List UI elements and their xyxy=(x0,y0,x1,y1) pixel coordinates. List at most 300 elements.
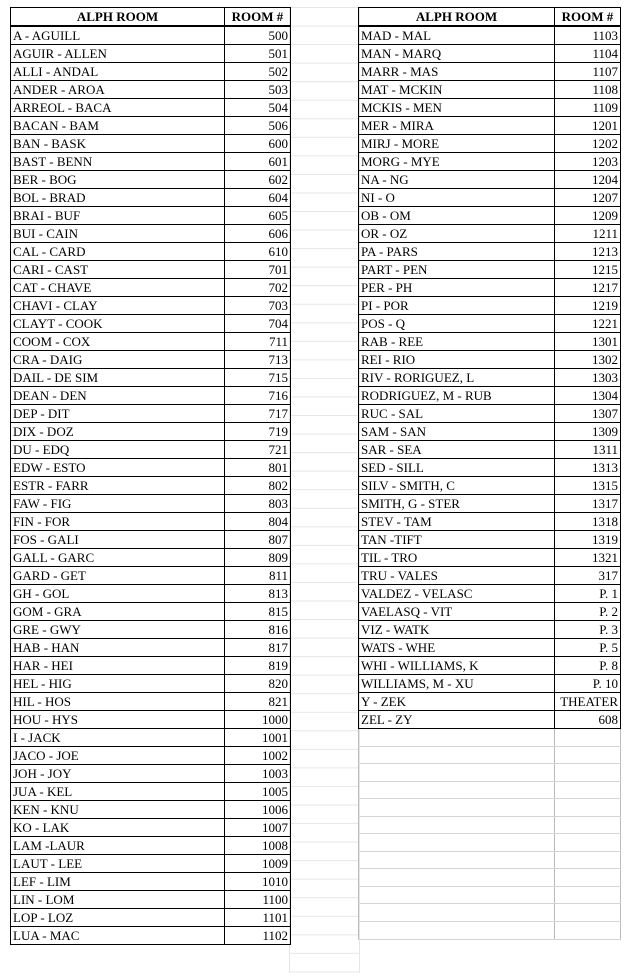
alpha-range-cell: MAT - MCKIN xyxy=(359,81,555,99)
room-number-cell: 1008 xyxy=(225,837,291,855)
room-number-cell: 1009 xyxy=(225,855,291,873)
room-number-cell: 1321 xyxy=(555,549,621,567)
room-number-cell: 1000 xyxy=(225,711,291,729)
table-row xyxy=(11,819,291,837)
alpha-range-cell: VAELASQ - VIT xyxy=(359,603,555,621)
alpha-room-header: ALPH ROOM xyxy=(359,8,555,27)
empty-row xyxy=(359,834,621,852)
room-number-cell: 1211 xyxy=(555,225,621,243)
table-row xyxy=(11,45,291,63)
alpha-range-cell: STEV - TAM xyxy=(359,513,555,531)
room-number-cell: 813 xyxy=(225,585,291,603)
table-row xyxy=(359,279,621,297)
table-row xyxy=(11,26,291,45)
alpha-range-cell: JUA - KEL xyxy=(11,783,225,801)
table-row xyxy=(11,909,291,927)
table-row xyxy=(11,243,291,261)
room-number-cell: 1309 xyxy=(555,423,621,441)
room-number-cell: THEATER xyxy=(555,693,621,711)
table-row xyxy=(11,495,291,513)
room-number-cell: 1204 xyxy=(555,171,621,189)
alpha-range-cell: SED - SILL xyxy=(359,459,555,477)
room-number-cell: 821 xyxy=(225,693,291,711)
alpha-range-cell: DAIL - DE SIM xyxy=(11,369,225,387)
table-row xyxy=(11,801,291,819)
room-number-cell: P. 1 xyxy=(555,585,621,603)
room-number-cell: 606 xyxy=(225,225,291,243)
alpha-range-cell: CHAVI - CLAY xyxy=(11,297,225,315)
alpha-range-cell: VIZ - WATK xyxy=(359,621,555,639)
room-table-left xyxy=(10,7,291,945)
empty-row xyxy=(359,729,621,747)
room-number-cell: 804 xyxy=(225,513,291,531)
room-number-cell: 1003 xyxy=(225,765,291,783)
room-number-cell: 1104 xyxy=(555,45,621,63)
alpha-range-cell: GALL - GARC xyxy=(11,549,225,567)
table-row xyxy=(359,99,621,117)
alpha-range-cell: DEP - DIT xyxy=(11,405,225,423)
table-row xyxy=(359,243,621,261)
alpha-range-cell: SAR - SEA xyxy=(359,441,555,459)
table-row xyxy=(11,153,291,171)
alpha-range-cell: LUA - MAC xyxy=(11,927,225,945)
room-number-cell: 716 xyxy=(225,387,291,405)
room-number-cell: 1303 xyxy=(555,369,621,387)
room-number-cell: 815 xyxy=(225,603,291,621)
alpha-range-cell: HIL - HOS xyxy=(11,693,225,711)
empty-row xyxy=(359,904,621,922)
room-number-cell: 1219 xyxy=(555,297,621,315)
empty-cell xyxy=(359,904,555,922)
table-row xyxy=(359,621,621,639)
room-table-right xyxy=(358,7,621,940)
alpha-range-cell: MAD - MAL xyxy=(359,26,555,45)
room-number-cell: 1209 xyxy=(555,207,621,225)
empty-cell xyxy=(555,746,621,764)
spreadsheet-gap-gridlines xyxy=(289,7,360,973)
empty-cell xyxy=(359,834,555,852)
alpha-range-cell: DU - EDQ xyxy=(11,441,225,459)
room-number-cell: 807 xyxy=(225,531,291,549)
alpha-range-cell: OR - OZ xyxy=(359,225,555,243)
room-number-cell: 1319 xyxy=(555,531,621,549)
table-row xyxy=(359,675,621,693)
room-number-cell: 816 xyxy=(225,621,291,639)
room-number-cell: 610 xyxy=(225,243,291,261)
alpha-range-cell: Y - ZEK xyxy=(359,693,555,711)
header-row xyxy=(11,8,291,27)
alpha-range-cell: NI - O xyxy=(359,189,555,207)
empty-row xyxy=(359,886,621,904)
empty-row xyxy=(359,869,621,887)
table-row xyxy=(11,225,291,243)
empty-cell xyxy=(555,781,621,799)
table-row xyxy=(359,657,621,675)
alpha-range-cell: ALLI - ANDAL xyxy=(11,63,225,81)
table-row xyxy=(11,603,291,621)
alpha-range-cell: GRE - GWY xyxy=(11,621,225,639)
table-row xyxy=(359,639,621,657)
alpha-range-cell: BER - BOG xyxy=(11,171,225,189)
alpha-range-cell: KEN - KNU xyxy=(11,801,225,819)
alpha-range-cell: HAR - HEI xyxy=(11,657,225,675)
alpha-range-cell: ZEL - ZY xyxy=(359,711,555,729)
empty-cell xyxy=(555,886,621,904)
table-row xyxy=(359,333,621,351)
table-row xyxy=(359,207,621,225)
room-number-cell: 1304 xyxy=(555,387,621,405)
alpha-range-cell: VALDEZ - VELASC xyxy=(359,585,555,603)
alpha-range-cell: BUI - CAIN xyxy=(11,225,225,243)
room-number-cell: 719 xyxy=(225,423,291,441)
room-number-cell: 801 xyxy=(225,459,291,477)
table-row xyxy=(11,765,291,783)
room-number-cell: 1213 xyxy=(555,243,621,261)
table-row xyxy=(359,387,621,405)
empty-cell xyxy=(555,904,621,922)
table-row xyxy=(359,441,621,459)
room-number-cell: 820 xyxy=(225,675,291,693)
alpha-range-cell: TAN -TIFT xyxy=(359,531,555,549)
table-row xyxy=(11,585,291,603)
empty-cell xyxy=(359,799,555,817)
alpha-range-cell: BACAN - BAM xyxy=(11,117,225,135)
table-row xyxy=(359,423,621,441)
alpha-range-cell: CRA - DAIG xyxy=(11,351,225,369)
table-row xyxy=(11,63,291,81)
table-row xyxy=(359,297,621,315)
alpha-range-cell: ANDER - AROA xyxy=(11,81,225,99)
empty-cell xyxy=(555,816,621,834)
table-row xyxy=(11,387,291,405)
room-number-cell: 1307 xyxy=(555,405,621,423)
alpha-range-cell: MCKIS - MEN xyxy=(359,99,555,117)
room-number-cell: 1001 xyxy=(225,729,291,747)
room-number-cell: 1101 xyxy=(225,909,291,927)
alpha-range-cell: COOM - COX xyxy=(11,333,225,351)
table-row xyxy=(11,333,291,351)
empty-cell xyxy=(555,922,621,940)
table-row xyxy=(11,639,291,657)
alpha-range-cell: PART - PEN xyxy=(359,261,555,279)
alpha-range-cell: RUC - SAL xyxy=(359,405,555,423)
empty-cell xyxy=(359,781,555,799)
alpha-range-cell: BOL - BRAD xyxy=(11,189,225,207)
alpha-range-cell: SILV - SMITH, C xyxy=(359,477,555,495)
room-number-cell: P. 5 xyxy=(555,639,621,657)
alpha-range-cell: LIN - LOM xyxy=(11,891,225,909)
alpha-range-cell: WATS - WHE xyxy=(359,639,555,657)
table-row xyxy=(359,117,621,135)
empty-row xyxy=(359,746,621,764)
table-row xyxy=(359,585,621,603)
alpha-range-cell: SMITH, G - STER xyxy=(359,495,555,513)
alpha-range-cell: LAUT - LEE xyxy=(11,855,225,873)
header-row xyxy=(359,8,621,27)
table-row xyxy=(359,405,621,423)
alpha-range-cell: CAL - CARD xyxy=(11,243,225,261)
room-number-cell: 1006 xyxy=(225,801,291,819)
table-row xyxy=(359,153,621,171)
alpha-range-cell: PA - PARS xyxy=(359,243,555,261)
alpha-range-cell: OB - OM xyxy=(359,207,555,225)
room-number-cell: 704 xyxy=(225,315,291,333)
alpha-range-cell: JACO - JOE xyxy=(11,747,225,765)
table-row xyxy=(359,45,621,63)
alpha-range-cell: RAB - REE xyxy=(359,333,555,351)
alpha-range-cell: FOS - GALI xyxy=(11,531,225,549)
room-number-cell: 703 xyxy=(225,297,291,315)
room-number-cell: 1005 xyxy=(225,783,291,801)
table-row xyxy=(359,603,621,621)
room-number-cell: 817 xyxy=(225,639,291,657)
room-number-cell: 802 xyxy=(225,477,291,495)
empty-cell xyxy=(359,851,555,869)
room-number-cell: 1202 xyxy=(555,135,621,153)
room-number-cell: 1100 xyxy=(225,891,291,909)
empty-cell xyxy=(359,886,555,904)
alpha-range-cell: CARI - CAST xyxy=(11,261,225,279)
table-row xyxy=(11,513,291,531)
room-number-cell: 601 xyxy=(225,153,291,171)
table-row xyxy=(11,891,291,909)
empty-cell xyxy=(359,869,555,887)
alpha-range-cell: DIX - DOZ xyxy=(11,423,225,441)
alpha-range-cell: TRU - VALES xyxy=(359,567,555,585)
alpha-range-cell: PER - PH xyxy=(359,279,555,297)
table-row xyxy=(11,657,291,675)
room-number-cell: 1107 xyxy=(555,63,621,81)
alpha-range-cell: BAN - BASK xyxy=(11,135,225,153)
empty-row xyxy=(359,922,621,940)
room-number-cell: 803 xyxy=(225,495,291,513)
room-number-cell: 317 xyxy=(555,567,621,585)
empty-cell xyxy=(359,816,555,834)
room-number-cell: 502 xyxy=(225,63,291,81)
table-row xyxy=(359,531,621,549)
alpha-range-cell: ESTR - FARR xyxy=(11,477,225,495)
table-row xyxy=(11,711,291,729)
alpha-range-cell: TIL - TRO xyxy=(359,549,555,567)
alpha-range-cell: KO - LAK xyxy=(11,819,225,837)
room-number-cell: 500 xyxy=(225,26,291,45)
room-number-cell: 506 xyxy=(225,117,291,135)
table-row xyxy=(359,711,621,729)
alpha-range-cell: HAB - HAN xyxy=(11,639,225,657)
room-number-cell: 1317 xyxy=(555,495,621,513)
empty-row xyxy=(359,816,621,834)
room-number-cell: 711 xyxy=(225,333,291,351)
alpha-range-cell: CAT - CHAVE xyxy=(11,279,225,297)
room-number-cell: 504 xyxy=(225,99,291,117)
table-row xyxy=(359,261,621,279)
table-row xyxy=(11,369,291,387)
alpha-range-cell: LOP - LOZ xyxy=(11,909,225,927)
table-row xyxy=(359,171,621,189)
room-number-cell: 1215 xyxy=(555,261,621,279)
alpha-range-cell: HEL - HIG xyxy=(11,675,225,693)
alpha-range-cell: JOH - JOY xyxy=(11,765,225,783)
room-number-cell: 503 xyxy=(225,81,291,99)
table-row xyxy=(359,513,621,531)
table-row xyxy=(359,81,621,99)
alpha-range-cell: MORG - MYE xyxy=(359,153,555,171)
alpha-range-cell: SAM - SAN xyxy=(359,423,555,441)
table-row xyxy=(359,26,621,45)
room-number-cell: 1203 xyxy=(555,153,621,171)
table-row xyxy=(11,783,291,801)
alpha-range-cell: NA - NG xyxy=(359,171,555,189)
table-row xyxy=(11,477,291,495)
room-number-cell: 1108 xyxy=(555,81,621,99)
alpha-range-cell: GOM - GRA xyxy=(11,603,225,621)
table-row xyxy=(11,459,291,477)
alpha-range-cell: CLAYT - COOK xyxy=(11,315,225,333)
room-number-cell: 701 xyxy=(225,261,291,279)
room-number-cell: 1109 xyxy=(555,99,621,117)
alpha-range-cell: MAN - MARQ xyxy=(359,45,555,63)
room-number-cell: 717 xyxy=(225,405,291,423)
room-number-cell: 811 xyxy=(225,567,291,585)
empty-cell xyxy=(555,799,621,817)
room-number-cell: 1302 xyxy=(555,351,621,369)
empty-row xyxy=(359,851,621,869)
room-number-cell: 1102 xyxy=(225,927,291,945)
table-row xyxy=(11,567,291,585)
table-row xyxy=(359,189,621,207)
table-row xyxy=(11,81,291,99)
alpha-range-cell: FAW - FIG xyxy=(11,495,225,513)
room-number-cell: 1221 xyxy=(555,315,621,333)
alpha-range-cell: GARD - GET xyxy=(11,567,225,585)
room-number-cell: 721 xyxy=(225,441,291,459)
table-row xyxy=(11,621,291,639)
table-row xyxy=(359,693,621,711)
table-row xyxy=(359,477,621,495)
room-number-cell: 819 xyxy=(225,657,291,675)
table-row xyxy=(359,225,621,243)
table-row xyxy=(11,207,291,225)
table-row xyxy=(11,99,291,117)
alpha-range-cell: AGUIR - ALLEN xyxy=(11,45,225,63)
alpha-range-cell: RODRIGUEZ, M - RUB xyxy=(359,387,555,405)
table-row xyxy=(359,135,621,153)
room-number-cell: 1201 xyxy=(555,117,621,135)
room-number-cell: 713 xyxy=(225,351,291,369)
table-row xyxy=(11,117,291,135)
table-row xyxy=(11,531,291,549)
table-row xyxy=(11,423,291,441)
empty-cell xyxy=(359,764,555,782)
empty-row xyxy=(359,781,621,799)
alpha-range-cell: PI - POR xyxy=(359,297,555,315)
empty-row xyxy=(359,764,621,782)
table-row xyxy=(11,693,291,711)
alpha-range-cell: BRAI - BUF xyxy=(11,207,225,225)
alpha-range-cell: MARR - MAS xyxy=(359,63,555,81)
table-row xyxy=(11,855,291,873)
empty-cell xyxy=(359,922,555,940)
table-row xyxy=(11,297,291,315)
table-row xyxy=(11,837,291,855)
table-row xyxy=(11,279,291,297)
table-row xyxy=(11,729,291,747)
alpha-range-cell: RIV - RORIGUEZ, L xyxy=(359,369,555,387)
alpha-range-cell: LAM -LAUR xyxy=(11,837,225,855)
room-number-cell: 604 xyxy=(225,189,291,207)
room-number-cell: 501 xyxy=(225,45,291,63)
room-number-cell: 600 xyxy=(225,135,291,153)
room-number-cell: 1311 xyxy=(555,441,621,459)
room-number-cell: P. 2 xyxy=(555,603,621,621)
room-number-cell: 608 xyxy=(555,711,621,729)
alpha-range-cell: MER - MIRA xyxy=(359,117,555,135)
room-number-cell: 809 xyxy=(225,549,291,567)
empty-cell xyxy=(555,851,621,869)
room-number-header: ROOM # xyxy=(225,8,291,27)
table-row xyxy=(11,351,291,369)
alpha-range-cell: ARREOL - BACA xyxy=(11,99,225,117)
room-number-cell: 715 xyxy=(225,369,291,387)
table-row xyxy=(11,135,291,153)
table-row xyxy=(11,441,291,459)
room-number-cell: 702 xyxy=(225,279,291,297)
table-row xyxy=(359,495,621,513)
table-row xyxy=(11,675,291,693)
alpha-range-cell: BAST - BENN xyxy=(11,153,225,171)
alpha-range-cell: A - AGUILL xyxy=(11,26,225,45)
alpha-room-header: ALPH ROOM xyxy=(11,8,225,27)
room-number-cell: P. 10 xyxy=(555,675,621,693)
alpha-range-cell: WHI - WILLIAMS, K xyxy=(359,657,555,675)
alpha-range-cell: GH - GOL xyxy=(11,585,225,603)
alpha-range-cell: FIN - FOR xyxy=(11,513,225,531)
room-number-cell: P. 3 xyxy=(555,621,621,639)
alpha-range-cell: EDW - ESTO xyxy=(11,459,225,477)
room-number-cell: 602 xyxy=(225,171,291,189)
alpha-range-cell: REI - RIO xyxy=(359,351,555,369)
room-number-cell: 1007 xyxy=(225,819,291,837)
alpha-range-cell: DEAN - DEN xyxy=(11,387,225,405)
room-number-cell: 1002 xyxy=(225,747,291,765)
alpha-range-cell: LEF - LIM xyxy=(11,873,225,891)
table-row xyxy=(11,747,291,765)
table-row xyxy=(11,315,291,333)
table-row xyxy=(11,927,291,945)
table-row xyxy=(11,261,291,279)
room-number-cell: 1318 xyxy=(555,513,621,531)
table-row xyxy=(11,189,291,207)
room-number-cell: 1103 xyxy=(555,26,621,45)
room-number-cell: 1313 xyxy=(555,459,621,477)
table-row xyxy=(359,567,621,585)
table-row xyxy=(11,405,291,423)
table-row xyxy=(359,315,621,333)
empty-cell xyxy=(555,729,621,747)
table-row xyxy=(359,369,621,387)
alpha-range-cell: POS - Q xyxy=(359,315,555,333)
empty-cell xyxy=(359,729,555,747)
alpha-range-cell: MIRJ - MORE xyxy=(359,135,555,153)
room-number-cell: 1315 xyxy=(555,477,621,495)
table-row xyxy=(359,351,621,369)
empty-cell xyxy=(555,834,621,852)
table-row xyxy=(11,873,291,891)
empty-cell xyxy=(359,746,555,764)
table-row xyxy=(359,459,621,477)
room-number-cell: P. 8 xyxy=(555,657,621,675)
room-number-cell: 1010 xyxy=(225,873,291,891)
